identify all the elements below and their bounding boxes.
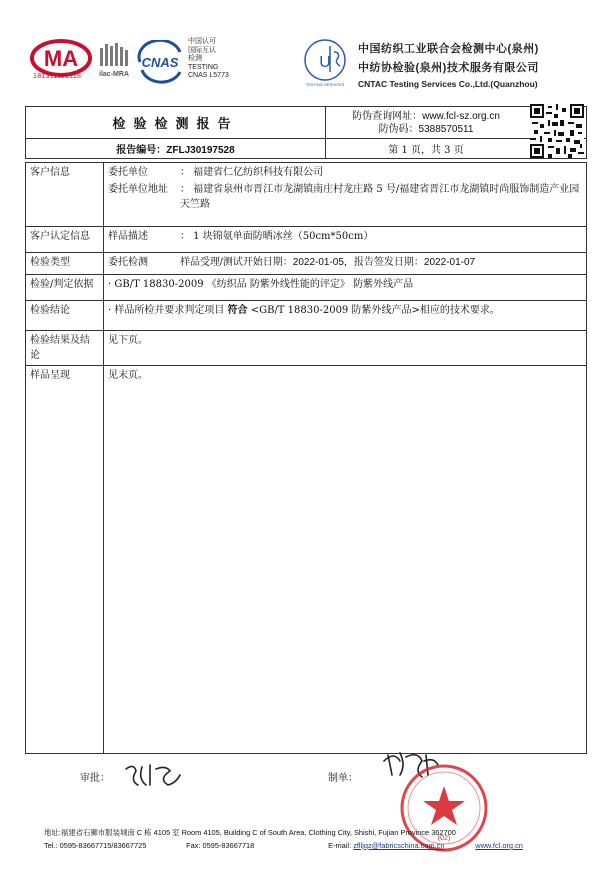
table-row [26, 227, 587, 253]
test-basis-value: · GB/T 18830-2009 《纺织品 防紫外线性能的评定》 防紫外线产品 [104, 275, 587, 301]
approver-signature-icon [120, 759, 190, 791]
row-label: 检验/判定依据 [26, 275, 104, 301]
anti-fake-site: 防伪查询网址：www.fcl-sz.org.cn [352, 110, 500, 122]
client-address-value: ： 福建省泉州市晋江市龙湖镇南庄村龙庄路 5 号/福建省晋江市龙湖镇时尚服饰制造产业园天竺路 [180, 184, 580, 210]
footer-contact-row [44, 839, 523, 852]
org-name-cn-1: 中国纺织工业联合会检测中心(泉州) [358, 43, 539, 55]
qr-code-icon [530, 104, 584, 158]
row-label: 检验类型 [26, 253, 104, 275]
cnas-line: TESTING [188, 63, 219, 71]
prepare-label: 制单： [328, 773, 358, 784]
svg-text:MA: MA [43, 46, 79, 71]
footer-email[interactable]: zflljqz@fabricschina.com.cn [353, 841, 445, 850]
org-name-en: CNTAC Testing Services Co.,Ltd.(Quanzhou) [358, 79, 538, 89]
conclusion-verdict: 符合 [227, 305, 248, 316]
ilac-mra-logo-icon [96, 40, 132, 84]
conclusion-prefix: · 样品所检并要求判定项目 [108, 305, 228, 316]
row-label: 检验结论 [26, 301, 104, 331]
anti-fake-code: 防伪码：5388570511 [378, 123, 474, 135]
test-type-value: 委托检测 [108, 257, 148, 268]
table-row [26, 253, 587, 275]
table-row [26, 331, 587, 366]
table-row [26, 301, 587, 331]
client-unit-label: 委托单位 [108, 167, 148, 178]
results-value: 见下页。 [104, 331, 587, 366]
cnas-line: 国际互认 [188, 46, 216, 54]
row-label: 检验结果及结论 [26, 331, 104, 366]
svg-text:CNAS: CNAS [141, 55, 179, 70]
footer-fax: Fax: 0595-83667718 [186, 841, 255, 850]
org-name-cn-2: 中纺协检验(泉州)技术服务有限公司 [358, 62, 539, 74]
presentation-value: 见末页。 [104, 366, 587, 754]
table-row [26, 163, 587, 227]
cnas-logo-icon [134, 40, 186, 84]
cnas-line: 中国认可 [188, 38, 216, 45]
report-title: 检验检测报告 [26, 107, 326, 139]
client-confirm-cell [104, 227, 587, 253]
sample-desc-value: ： 1 块锦氨单面防晒冰丝（50cm*50cm） [180, 231, 374, 242]
test-type-cell [104, 253, 587, 275]
table-row [26, 366, 587, 754]
cnas-accreditation-text [188, 38, 229, 81]
sample-desc-label: 样品描述 [108, 231, 148, 242]
uts-logo-icon [300, 38, 350, 88]
organization-name [358, 40, 539, 89]
approve-label: 审批： [80, 773, 110, 784]
table-row [26, 275, 587, 301]
client-unit-value: ： 福建省仁亿纺织科技有限公司 [180, 167, 324, 178]
conclusion-suffix: <GB/T 18830-2009 防紫外线产品>相应的技术要求。 [247, 305, 500, 316]
client-address-label: 委托单位地址 [108, 184, 168, 195]
client-info-cell [104, 163, 587, 227]
conclusion-cell [104, 301, 587, 331]
header-logos [30, 30, 590, 90]
footer-contact [44, 826, 523, 852]
svg-text:U: U [319, 54, 331, 71]
footer-address: 地址:福建省石狮市服装城南 C 栋 4105 室 Room 4105, Building C of South Area, Clothing City, Shishi, Fujian Province 362700 [44, 828, 456, 837]
row-label: 客户认定信息 [26, 227, 104, 253]
svg-text:TESTING SERVICES: TESTING SERVICES [305, 82, 345, 87]
cnas-line: 检测 [188, 55, 202, 63]
cma-number: 181311110118 [33, 73, 82, 80]
footer-tel: Tel.: 0595-83667715/83667725 [44, 841, 147, 850]
test-dates-value: 样品受理/测试开始日期：2022-01-05，报告签发日期：2022-01-07 [180, 257, 476, 268]
cnas-line: CNAS L5773 [188, 72, 229, 80]
title-block [25, 106, 587, 159]
seal-code: (02) [437, 835, 451, 842]
footer-email-label: E-mail: [328, 841, 352, 850]
row-label: 客户信息 [26, 163, 104, 227]
svg-text:ilac-MRA: ilac-MRA [99, 71, 129, 78]
footer-website[interactable]: www.fcl.org.cn [475, 841, 523, 850]
page-info-text: 第 1 页，共 3 页 [388, 145, 464, 156]
report-number: 报告编号：ZFLJ30197528 [26, 139, 326, 159]
row-label: 样品呈现 [26, 366, 104, 754]
report-info-table [25, 162, 587, 754]
